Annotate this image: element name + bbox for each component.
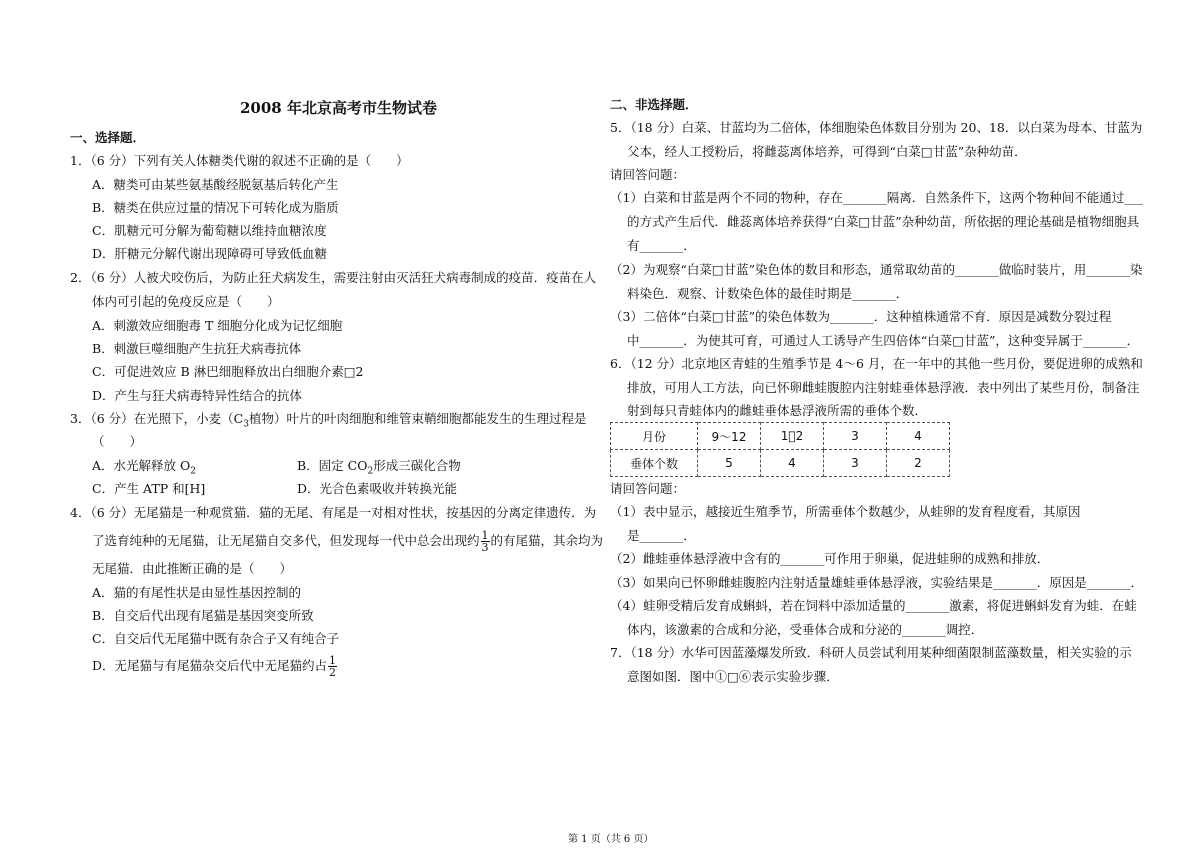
q4-stem-line2 xyxy=(92,529,603,553)
table-cell-count: 3 xyxy=(824,450,887,477)
table-cell-count: 5 xyxy=(698,450,761,477)
q3-option-a-text: A．水光解释放 O xyxy=(92,458,191,473)
q4-stem-line3: 无尾猫．由此推断正确的是（ ） xyxy=(92,561,293,576)
q2-option-c: C．可促进效应 B 淋巴细胞释放出白细胞介素□2 xyxy=(92,364,364,379)
q1-option-b: B．糖类在供应过量的情况下可转化成为脂质 xyxy=(92,200,339,215)
q3-stem-post: 植物）叶片的叶肉细胞和维管束鞘细胞都能发生的生理过程是 xyxy=(248,411,587,426)
section-heading-choice: 一、选择题． xyxy=(70,130,146,145)
fraction-one-half xyxy=(328,655,337,678)
q4-stem-line1: 4．（6 分）无尾猫是一种观赏猫．猫的无尾、有尾是一对相对性状，按基因的分离定律遗传．为 xyxy=(70,505,597,520)
fraction-numerator: 1 xyxy=(481,529,489,542)
section-heading-nonchoice: 二、非选择题． xyxy=(610,97,698,112)
fraction-one-third xyxy=(481,530,490,553)
page-footer: 第 1 页（共 6 页） xyxy=(568,834,654,845)
q6-part3: （3）如果向已怀卵雌蛙腹腔内注射适量雄蛙垂体悬浮液，实验结果是_______．原因是_______． xyxy=(610,575,1143,590)
q3-option-b-text: B．固定 CO xyxy=(297,458,368,473)
q1-stem: 1．（6 分）下列有关人体糖类代谢的叙述不正确的是（ ） xyxy=(70,153,409,168)
q6-part4-line1: （4）蛙卵受精后发育成蝌蚪，若在饲料中添加适量的_______激素，将促进蝌蚪发育为蛙．在蛙 xyxy=(610,598,1137,613)
q7-stem-line2: 意图如图．图中①□⑥表示实验步骤． xyxy=(627,669,839,684)
table-header-month: 月份 xyxy=(611,423,698,450)
q5-part3-line2: 中_______．为使其可育，可通过人工诱导产生四倍体“白菜□甘蓝”，这种变异属于_______． xyxy=(627,333,1140,348)
q1-option-a: A．糖类可由某些氨基酸经脱氨基后转化产生 xyxy=(92,177,339,192)
table-cell-month: 9～12 xyxy=(698,423,761,450)
q3-answer-paren: （ ） xyxy=(92,434,143,449)
q6-part1-line1: （1）表中显示，越接近生殖季节，所需垂体个数越少，从蛙卵的发育程度看，其原因 xyxy=(610,504,1081,519)
table-cell-count: 4 xyxy=(761,450,824,477)
fraction-denominator: 2 xyxy=(329,666,337,679)
q3-stem xyxy=(70,411,586,433)
q2-stem-line2: 体内可引起的免疫反应是（ ） xyxy=(92,294,280,309)
pituitary-count-table xyxy=(610,422,950,477)
q4-option-d xyxy=(92,654,338,678)
q3-option-a xyxy=(92,458,196,480)
q3-stem-pre: 3．（6 分）在光照下，小麦（C xyxy=(70,411,244,426)
q3-option-c: C．产生 ATP 和[H] xyxy=(92,481,206,496)
table-cell-month: 4 xyxy=(887,423,950,450)
q6-part1-line2: 是_______． xyxy=(627,528,696,543)
q1-option-c: C．肌糖元可分解为葡萄糖以维持血糖浓度 xyxy=(92,223,327,238)
q5-prompt: 请回答问题： xyxy=(610,167,686,182)
q6-stem-line3: 射到每只青蛙体内的雌蛙垂体悬浮液所需的垂体个数． xyxy=(627,403,928,418)
q6-prompt: 请回答问题： xyxy=(610,481,686,496)
table-header-count: 垂体个数 xyxy=(611,450,698,477)
q2-option-b: B．刺激巨噬细胞产生抗狂犬病毒抗体 xyxy=(92,341,302,356)
q4-option-b: B．自交后代出现有尾猫是基因突变所致 xyxy=(92,608,314,623)
table-cell-count: 2 xyxy=(887,450,950,477)
q4-stem-line2-post: 的有尾猫，其余均为 xyxy=(490,533,604,548)
q5-part1-line2: 的方式产生后代．雌蕊离体培养获得“白菜□甘蓝”杂种幼苗，所依据的理论基础是植物细胞具 xyxy=(627,214,1140,229)
q5-stem-line2: 父本，经人工授粉后，将雌蕊离体培养，可得到“白菜□甘蓝”杂种幼苗． xyxy=(627,144,1027,159)
q5-part1-line1: （1）白菜和甘蓝是两个不同的物种，存在_______隔离．自然条件下，这两个物种间不能通过___ xyxy=(610,190,1143,205)
q3-option-b-text-post: 形成三碳化合物 xyxy=(373,458,461,473)
q2-option-d: D．产生与狂犬病毒特异性结合的抗体 xyxy=(92,388,303,403)
q2-stem-line1: 2．（6 分）人被犬咬伤后，为防止狂犬病发生，需要注射由灭活狂犬病毒制成的疫苗．疫苗在人 xyxy=(70,270,597,285)
q6-stem-line1: 6．（12 分）北京地区青蛙的生殖季节是 4～6 月，在一年中的其他一些月份，要促进卵的成熟和 xyxy=(610,356,1143,371)
table-cell-month: 3 xyxy=(824,423,887,450)
q4-stem-line2-pre: 了选育纯种的无尾猫，让无尾猫自交多代，但发现每一代中总会出现约 xyxy=(92,533,480,548)
q3-option-a-subscript: 2 xyxy=(190,466,196,477)
q1-option-d: D．肝糖元分解代谢出现障碍可导致低血糖 xyxy=(92,246,328,261)
q5-part1-line3: 有_______． xyxy=(627,238,696,253)
q5-stem-line1: 5．（18 分）白菜、甘蓝均为二倍体，体细胞染色体数目分别为 20、18．以白菜为母本、甘蓝为 xyxy=(610,120,1143,135)
q7-stem-line1: 7．（18 分）水华可因蓝藻爆发所致．科研人员尝试利用某种细菌限制蓝藻数量，相关实验的示 xyxy=(610,645,1132,660)
table-row-counts xyxy=(611,450,950,477)
q4-option-c: C．自交后代无尾猫中既有杂合子又有纯合子 xyxy=(92,631,340,646)
q5-part3-line1: （3）二倍体“白菜□甘蓝”的染色体数为_______．这种植株通常不育．原因是减数分裂过程 xyxy=(610,309,1112,324)
q3-stem-subscript: 3 xyxy=(243,419,249,430)
q5-part2-line1: （2）为观察“白菜□甘蓝”染色体的数目和形态，通常取幼苗的_______做临时装片，用_______染 xyxy=(610,262,1143,277)
q5-part2-line2: 料染色．观察、计数染色体的最佳时期是_______． xyxy=(627,286,909,301)
q4-option-a: A．猫的有尾性状是由显性基因控制的 xyxy=(92,585,302,600)
q2-option-a: A．刺激效应细胞毒 T 细胞分化成为记忆细胞 xyxy=(92,318,343,333)
table-cell-month: 1⃞2 xyxy=(761,423,824,450)
q6-part2: （2）雌蛙垂体悬浮液中含有的_______可作用于卵巢，促进蛙卵的成熟和排放． xyxy=(610,551,1050,566)
q3-option-b xyxy=(297,458,461,480)
fraction-denominator: 3 xyxy=(481,541,489,554)
fraction-numerator: 1 xyxy=(329,654,337,667)
q6-stem-line2: 排放，可用人工方法，向已怀卵雌蛙腹腔内注射蛙垂体悬浮液．表中列出了某些月份，制备注 xyxy=(627,380,1140,395)
exam-title: 2008 年北京高考市生物试卷 xyxy=(240,99,437,117)
q6-part4-line2: 体内，该激素的合成和分泌，受垂体合成和分泌的_______调控． xyxy=(627,622,984,637)
q3-option-b-subscript: 2 xyxy=(367,466,374,477)
q4-option-d-text: D．无尾猫与有尾猫杂交后代中无尾猫约占 xyxy=(92,658,328,673)
q3-option-d: D．光合色素吸收并转换光能 xyxy=(297,481,458,496)
table-row-months xyxy=(611,423,950,450)
